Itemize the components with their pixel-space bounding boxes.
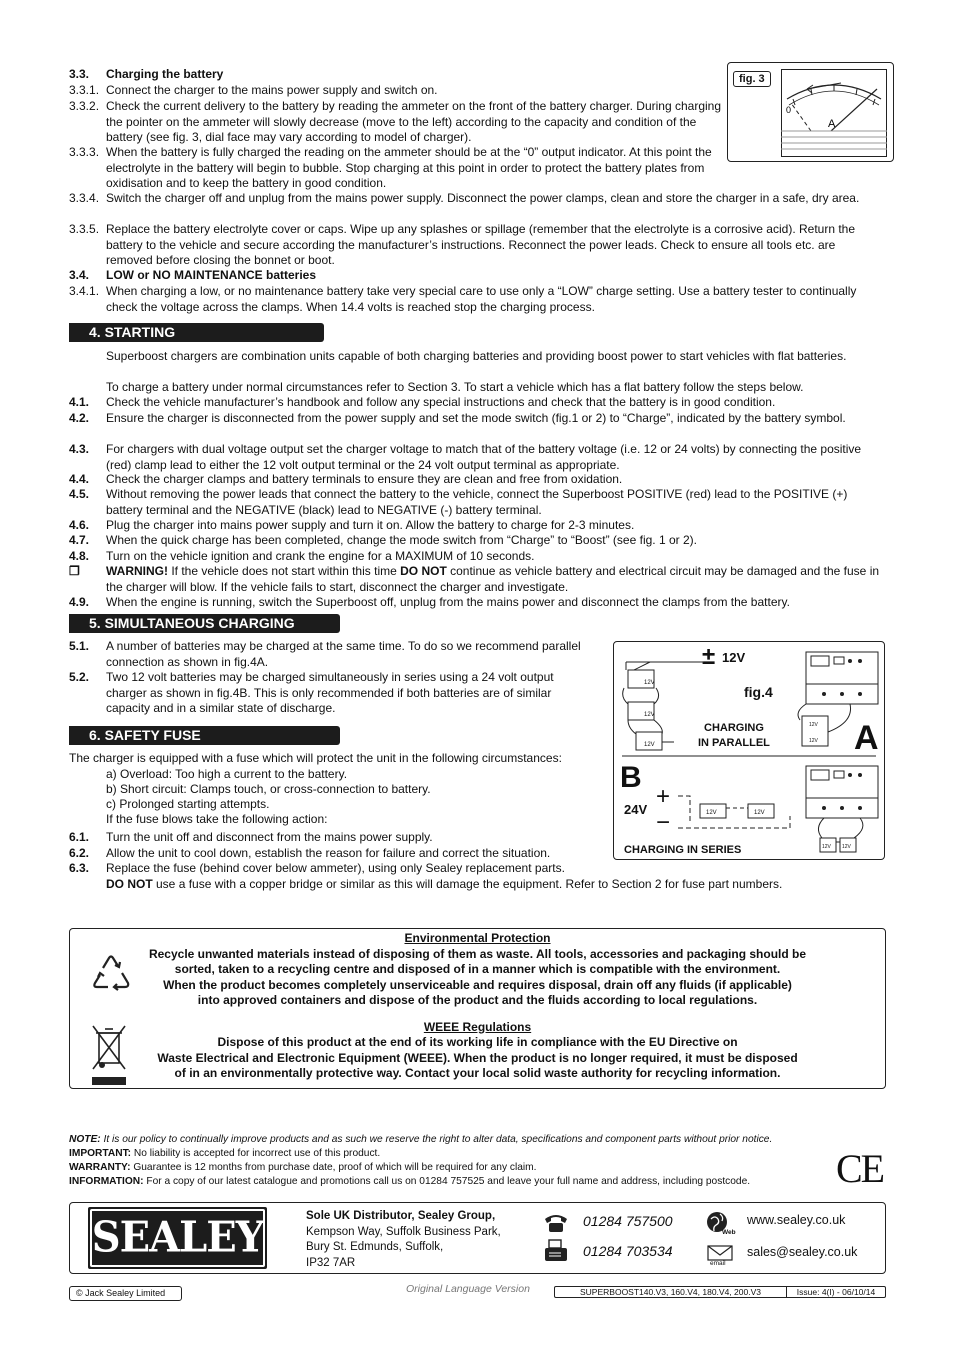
fax-number[interactable]: 01284 703534 [583,1243,673,1259]
distributor-address: Sole UK Distributor, Sealey Group, Kempson Way, Suffolk Business Park, Bury St. Edmunds, Suffolk, IP32 7AR [306,1210,501,1269]
web-icon-label: Web [722,1229,736,1236]
logo-text: SEALEY [91,1212,264,1263]
information-line: INFORMATION: For a copy of our latest catalogue and promotions call us on 01284 757525 and leave your full name and address, including postcode. [69,1176,751,1187]
fig3-ammeter [727,62,894,162]
env-title: Environmental Protection [404,931,551,945]
svg-text:12V: 12V [809,722,818,728]
important-line: IMPORTANT: No liability is accepted for incorrect use of this product. [69,1148,381,1159]
fig4-part-b: B [620,761,642,794]
fig4-parallel-label-1: CHARGING [704,722,764,734]
fig4-pm-sign: ± [702,643,716,670]
svg-text:12V: 12V [754,810,765,816]
fig4-diagram [613,641,885,860]
svg-text:12V: 12V [842,844,851,850]
email-link[interactable]: sales@sealey.co.uk [747,1245,858,1259]
svg-text:12V: 12V [644,712,655,718]
section-6-header: 6. SAFETY FUSE [69,726,340,745]
section-5-header: 5. SIMULTANEOUS CHARGING [69,614,340,633]
phone-icon [543,1211,569,1233]
fax-icon [543,1239,569,1263]
svg-text:12V: 12V [706,810,717,816]
note-line: NOTE: It is our policy to continually improve products and as such we reserve the right to alter data, specifications and component parts without prior notice. [69,1134,773,1145]
fig4-plus-sign: + [656,783,671,810]
phone-number[interactable]: 01284 757500 [583,1213,673,1229]
fig4-label: fig.4 [744,684,773,700]
fig4-wiring [614,642,884,859]
website-link[interactable]: www.sealey.co.uk [747,1213,846,1227]
svg-text:12V: 12V [822,844,831,850]
section-4-header: 4. STARTING [69,323,324,342]
warranty-line: WARRANTY: Guarantee is 12 months from purchase date, proof of which will be required for any claim. [69,1162,537,1173]
legal-notes [69,1133,869,1189]
model-issue-box [554,1286,886,1298]
environmental-box [69,928,886,1089]
environmental-text: Environmental Protection Recycle unwanted materials instead of disposing of them as waste. All tools, accessories and packaging should be sorted, taken to a recycling centre and disposed of in a manner which is compatible with the environment. When the product becomes completely unserviceable and requires disposal, drain off any fluids (if applicable) into approved containers and dispose of the product and the fluids according to local regulations. WEEE Regulations Dispose of this product at the end of its working life in compliance with the EU Directive on Waste Electrical and Electronic Equipment (WEEE). When the product is no longer required, it must be disposed of in an environmentally protective way. Contact your local solid waste authority for recycling information. [70,931,885,1082]
ammeter-dial [781,69,887,157]
fig4-12v-label: 12V [722,650,746,665]
warning-icon: ❐ [69,564,80,578]
issue-date: Issue: 4(I) - 06/10/14 [796,1287,876,1297]
svg-text:12V: 12V [809,738,818,744]
dial-zero: 0 [786,105,792,115]
fig4-24v-label: 24V [624,802,648,817]
ce-mark: CE [836,1146,884,1191]
svg-text:12V: 12V [644,680,655,686]
original-language-label: Original Language Version [406,1283,530,1295]
fig4-part-a: A [854,719,879,757]
email-icon-label: email [710,1260,726,1267]
footer-box [69,1202,886,1274]
sealey-logo [88,1207,267,1269]
dial-unit: A [828,118,836,130]
fig4-minus-sign: − [656,809,671,836]
model-numbers: SUPERBOOST140.V3, 160.V4, 180.V4, 200.V3 [555,1287,787,1297]
svg-text:12V: 12V [644,742,655,748]
weee-title: WEEE Regulations [423,1019,532,1034]
fig4-parallel-label-2: IN PARALLEL [698,737,770,749]
fig4-series-label: CHARGING IN SERIES [624,844,742,856]
fig3-label: fig. 3 [733,71,771,87]
copyright: © Jack Sealey Limited [69,1286,182,1301]
